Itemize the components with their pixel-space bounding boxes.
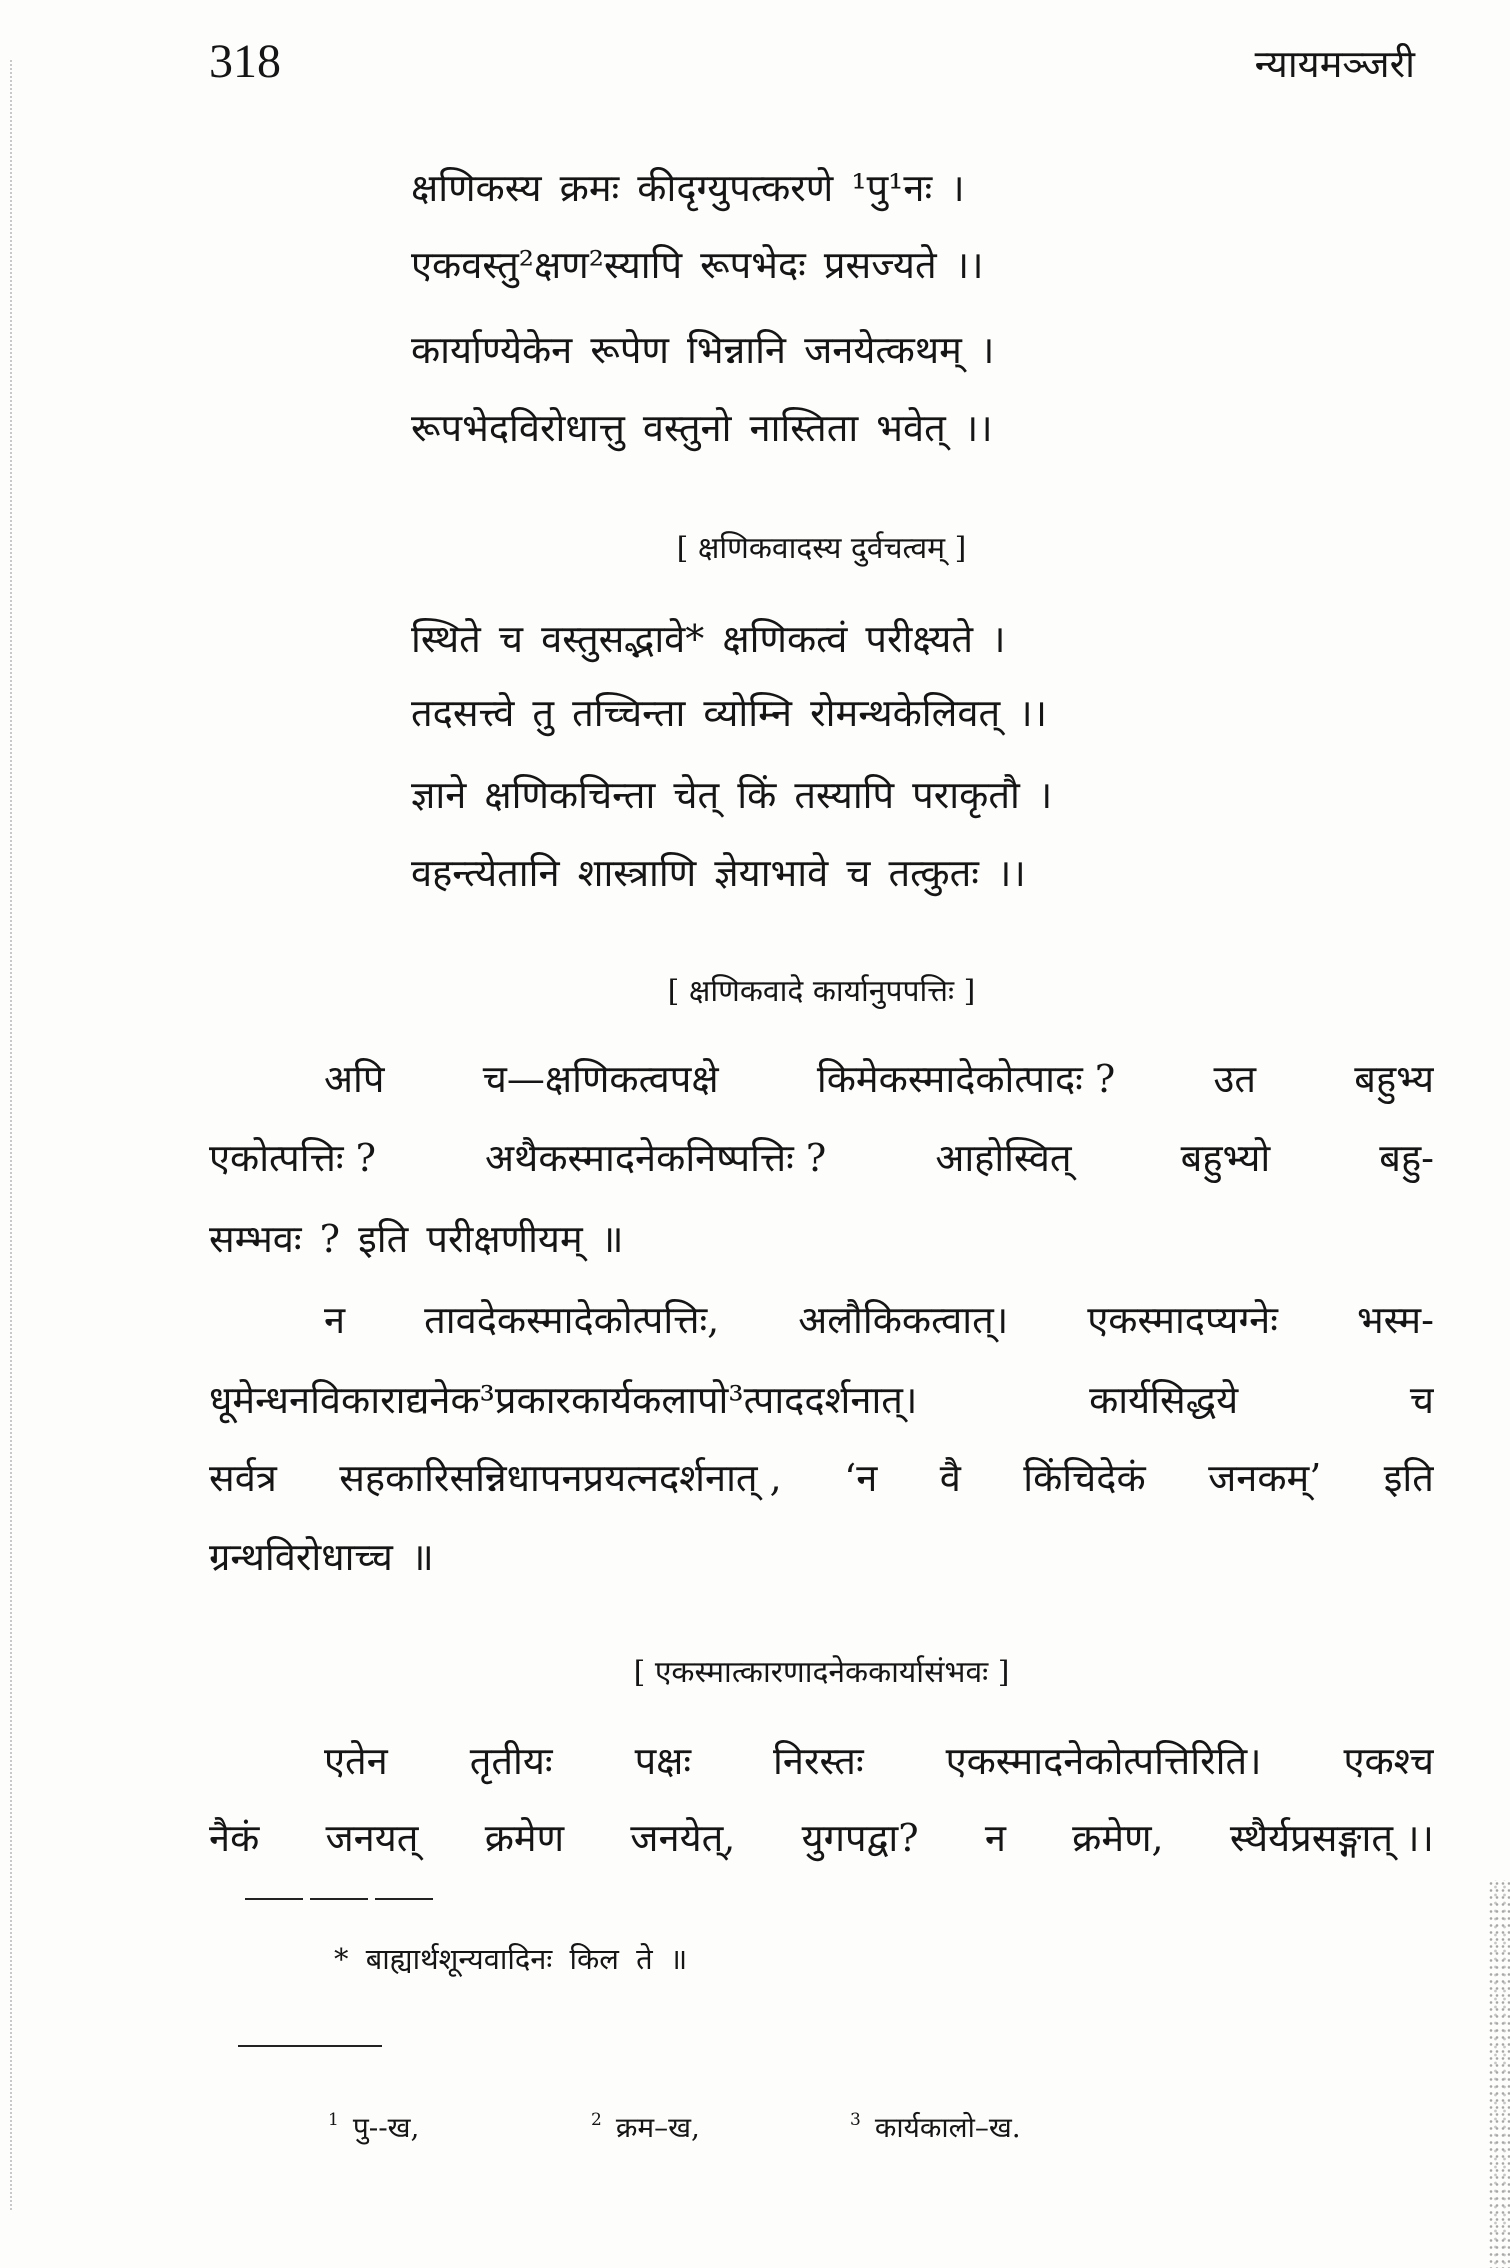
word: एकश्च (1343, 1739, 1434, 1783)
word: सर्वत्र (209, 1456, 277, 1500)
word: निरस्तः (773, 1739, 864, 1783)
footnote-mark: 1 (328, 2110, 339, 2130)
footnote-star: * बाह्यार्थशून्यवादिनः किल ते ॥ (334, 1942, 688, 1976)
word: न (324, 1298, 346, 1342)
word: नैकं (209, 1816, 260, 1860)
paragraph-line: ग्रन्थविरोधाच्च ॥ (209, 1535, 434, 1579)
footnote-rule (238, 2045, 382, 2047)
footnote-item (328, 2097, 419, 2151)
scan-edge-left (10, 60, 12, 2210)
footnote-mark: 3 (850, 2110, 861, 2130)
paragraph-line (324, 1733, 1434, 1789)
word: एकस्मादप्यग्नेः (1087, 1298, 1278, 1342)
verse-line: ज्ञाने क्षणिकचिन्ता चेत् किं तस्यापि पराकृतौ । (411, 773, 1053, 817)
word: एकस्मादनेकोत्पत्तिरिति। (945, 1739, 1262, 1783)
word: क्रमेण (484, 1816, 565, 1860)
paragraph-line (209, 1450, 1434, 1506)
word: भस्म- (1356, 1298, 1434, 1342)
section-heading: [ क्षणिकवादस्य दुर्वचत्वम् ] (676, 531, 967, 566)
word: तृतीयः (469, 1739, 553, 1783)
word: पक्षः (634, 1739, 692, 1783)
paragraph-line (209, 1810, 1434, 1866)
verse-line: स्थिते च वस्तुसद्भावे* क्षणिकत्वं परीक्ष्यते । (411, 617, 1006, 661)
word: क्रमेण, (1072, 1816, 1164, 1860)
paragraph-line: सम्भवः ? इति परीक्षणीयम् ॥ (209, 1217, 624, 1261)
word: अलौकिकत्वात्। (798, 1298, 1009, 1342)
paragraph-line (324, 1051, 1434, 1107)
footnote-item (850, 2097, 1021, 2151)
running-title: न्यायमञ्जरी (1254, 42, 1415, 86)
word: च—क्षणिकत्वपक्षे (482, 1057, 719, 1101)
word: बहुभ्य (1354, 1057, 1434, 1101)
word: एतेन (324, 1739, 388, 1783)
word: स्थैर्यप्रसङ्गात् ।। (1229, 1816, 1434, 1860)
paragraph-line (324, 1292, 1434, 1348)
word: तावदेकस्मादेकोत्पत्तिः, (424, 1298, 720, 1342)
word: उत (1213, 1057, 1256, 1101)
word: बहुभ्यो (1180, 1136, 1271, 1180)
paragraph-line (209, 1372, 1434, 1428)
word: अथैकस्मादनेकनिष्पत्तिः ? (485, 1136, 827, 1180)
word: आहोस्वित् (935, 1136, 1072, 1180)
word: किंचिदेकं (1023, 1456, 1146, 1500)
footnote-rule (245, 1898, 440, 1900)
word: बहु- (1379, 1136, 1434, 1180)
verse-line: कार्याण्येकेन रूपेण भिन्नानि जनयेत्कथम् । (411, 328, 995, 372)
word: धूमेन्धनविकाराद्यनेक³प्रकारकार्यकलापो³त्पाददर्शनात्। (209, 1378, 918, 1422)
section-heading: [ क्षणिकवादे कार्यानुपपत्तिः ] (667, 974, 976, 1009)
scan-edge-right (1488, 1880, 1510, 2268)
footnote-text: कार्यकालो–ख. (874, 2111, 1021, 2144)
footnote-text: क्रम–ख, (615, 2111, 700, 2144)
footnote-item (591, 2097, 700, 2151)
word: कार्यसिद्धये (1089, 1378, 1239, 1422)
word: वै (939, 1456, 961, 1500)
word: एकोत्पत्तिः ? (209, 1136, 376, 1180)
word: न (984, 1816, 1006, 1860)
paragraph-line (209, 1130, 1434, 1186)
word: जनकम्’ (1208, 1456, 1322, 1500)
footnote-mark: 2 (591, 2110, 602, 2130)
word: ‘न (844, 1456, 878, 1500)
verse-line: क्षणिकस्य क्रमः कीदृग्युपत्करणे ¹पु¹नः । (411, 166, 965, 210)
verse-line: तदसत्त्वे तु तच्चिन्ता व्योम्नि रोमन्थकेलिवत् ।। (411, 691, 1048, 735)
word: किमेकस्मादेकोत्पादः ? (816, 1057, 1116, 1101)
footnote-text: पु--ख, (352, 2111, 420, 2144)
section-heading: [ एकस्मात्कारणादनेककार्यासंभवः ] (633, 1655, 1010, 1690)
word: इति (1383, 1456, 1434, 1500)
verse-line: वहन्त्येतानि शास्त्राणि ज्ञेयाभावे च तत्कुतः ।। (411, 851, 1026, 895)
word: सहकारिसन्निधापनप्रयत्नदर्शनात् , (339, 1456, 782, 1500)
word: जनयत् (325, 1816, 419, 1860)
word: युगपद्वा? (801, 1816, 919, 1860)
page-number: 318 (209, 35, 281, 88)
word: च (1409, 1378, 1434, 1422)
word: जनयेत्, (630, 1816, 736, 1860)
word: अपि (324, 1057, 385, 1101)
verse-line: रूपभेदविरोधात्तु वस्तुनो नास्तिता भवेत् ।। (411, 406, 993, 450)
verse-line: एकवस्तु²क्षण²स्यापि रूपभेदः प्रसज्यते ।। (411, 243, 984, 287)
